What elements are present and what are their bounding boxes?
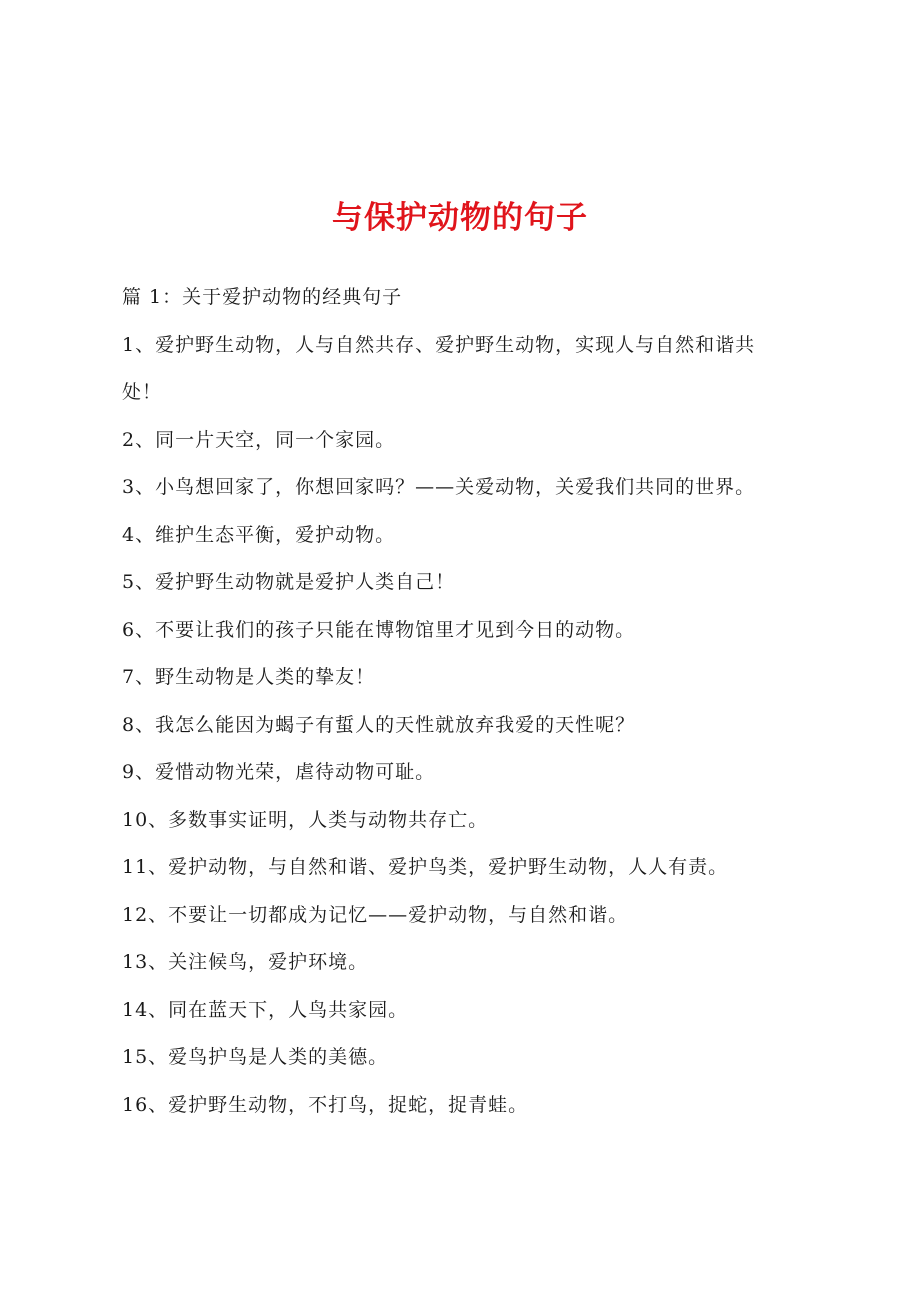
list-item: 3、小鸟想回家了，你想回家吗？——关爱动物，关爱我们共同的世界。 [122,476,756,498]
list-item: 10、多数事实证明，人类与动物共存亡。 [122,808,489,831]
section-heading: 篇 1：关于爱护动物的经典句子 [122,286,403,308]
document-body [122,282,812,1137]
list-item: 8、我怎么能因为蝎子有蜇人的天性就放弃我爱的天性呢？ [122,713,636,736]
list-item: 6、不要让我们的孩子只能在博物馆里才见到今日的动物。 [122,618,636,641]
document-title: 与保护动物的句子 [332,200,588,236]
list-item: 13、关注候鸟，爱护环境。 [122,951,369,973]
list-item: 16、爱护野生动物，不打鸟，捉蛇，捉青蛙。 [122,1093,529,1116]
list-item: 15、爱鸟护鸟是人类的美德。 [122,1046,389,1068]
list-item: 9、爱惜动物光荣，虐待动物可耻。 [122,761,436,783]
list-item: 7、野生动物是人类的挚友！ [122,666,376,688]
list-item: 处！ [122,381,163,403]
list-item: 1、爱护野生动物，人与自然共存、爱护野生动物，实现人与自然和谐共 [122,333,756,356]
list-item: 11、爱护动物，与自然和谐、爱护鸟类，爱护野生动物，人人有责。 [122,856,729,878]
list-item: 14、同在蓝天下，人鸟共家园。 [122,998,409,1021]
list-item: 5、爱护野生动物就是爱护人类自己！ [122,571,456,593]
list-item: 4、维护生态平衡，爱护动物。 [122,523,396,546]
list-item: 2、同一片天空，同一个家园。 [122,428,396,451]
list-item: 12、不要让一切都成为记忆——爱护动物，与自然和谐。 [122,903,629,926]
